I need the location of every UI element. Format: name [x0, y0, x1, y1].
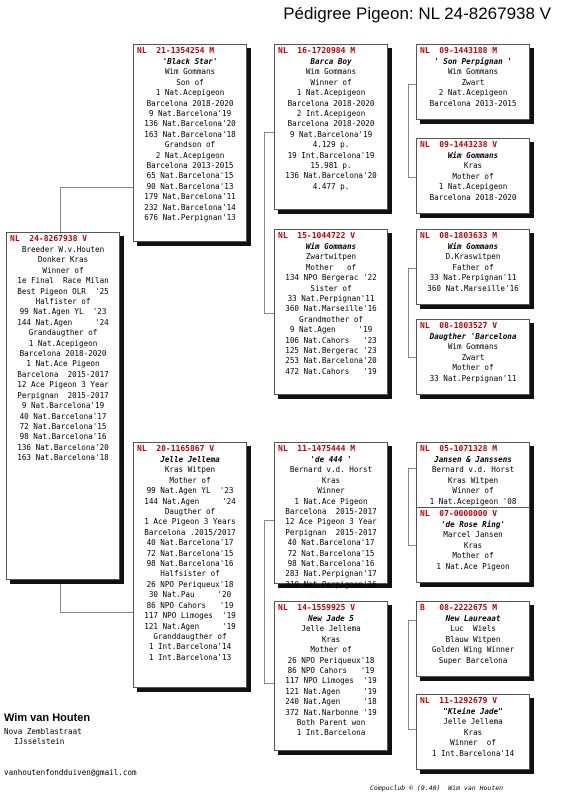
pedigree-line: 1e Final Race Milan — [17, 276, 109, 286]
pedigree-line: Breeder W.v.Houten — [21, 245, 105, 254]
pedigree-line: Barcelona 2013-2015 — [429, 98, 517, 108]
ring-number: NL 09-1443238 V — [420, 140, 498, 149]
pedigree-line: Mother of — [305, 262, 357, 272]
pedigree-line: 9 Nat.Barcelona'19 — [21, 401, 105, 411]
pigeon-name: New Jade 5 — [308, 614, 354, 623]
pedigree-line: 40 Nat.Barcelona'17 — [146, 538, 234, 548]
pedigree-line: Barcelona .2015/2017 — [144, 527, 236, 537]
pedigree-line: 1 Nat.Acepigeon — [438, 182, 508, 192]
pigeon-name: 'Black Star' — [162, 57, 218, 66]
pedigree-line: 106 Nat.Cahors '23 — [285, 335, 377, 345]
owner-name: Wim van Houten — [4, 712, 91, 724]
pedigree-line: 2 Int.Acepigeon — [296, 109, 366, 119]
pedigree-line: 1 Nat.Acepigeon '08 — [429, 496, 517, 506]
pedigree-line: Kras — [463, 161, 483, 171]
footer-credit: Compuclub © (9.40) Wim van Houten — [370, 784, 504, 792]
pedigree-line: 310 Nat.Perpignan'16 — [285, 579, 377, 589]
pedigree-line: Kras — [321, 475, 341, 485]
pedigree-line: Mother of — [452, 171, 494, 181]
pedigree-line: Halfsister of — [160, 569, 220, 579]
pedigree-line: 86 NPO Cahors '19 — [146, 600, 234, 610]
pigeon-card-dam-dam-dam[interactable] — [416, 694, 530, 770]
pedigree-line: 117 NPO Limoges '19 — [144, 611, 236, 621]
ring-number: NL 05-1071328 M — [420, 444, 498, 453]
pedigree-line: 676 Nat.Perpignan'13 — [144, 213, 236, 223]
connector-dd — [408, 620, 416, 730]
ring-number: NL 08-1803527 V — [420, 321, 498, 330]
pigeon-name: 'de 444 ' — [310, 455, 352, 464]
pedigree-line: Barcelona 2018-2020 — [287, 98, 375, 108]
pedigree-line: Perpignan 2015-2017 — [285, 527, 377, 537]
pedigree-line: 30 Nat.Pau '20 — [148, 590, 232, 600]
pedigree-line: Super Barcelona — [438, 655, 508, 665]
pedigree-line: Best Pigeon OLR '25 — [17, 286, 109, 296]
pedigree-line: Kras — [321, 634, 341, 644]
pedigree-line: 2 Nat.Acepigeon — [155, 150, 225, 160]
pedigree-line: 1 Nat.Acepigeon — [155, 88, 225, 98]
connector-sd — [408, 268, 416, 358]
pedigree-line: 240 Nat.Agen '18 — [285, 697, 377, 707]
pigeon-name: New Laureaat — [445, 614, 501, 623]
pedigree-line: 1 Int.Barcelona'14 — [431, 748, 515, 758]
pigeon-name: Jansen & Janssens — [434, 455, 512, 464]
ring-number: NL 11-1292679 V — [420, 696, 498, 705]
pedigree-line: Zwart — [461, 352, 485, 362]
pedigree-line: Sister of — [310, 283, 352, 293]
pedigree-line: 121 Nat.Agen '19 — [285, 686, 377, 696]
pedigree-line: 65 Nat.Barcelona'15 — [146, 171, 234, 181]
pedigree-line: Zwartwitpen — [305, 252, 357, 262]
pedigree-line: Bernard v.d. Horst — [289, 465, 373, 475]
pedigree-line: 2 Nat.Acepigeon — [438, 88, 508, 98]
pedigree-line: Wim Gommans — [447, 67, 499, 77]
connector-ss — [408, 84, 416, 178]
pedigree-line: Blauw Witpen — [445, 634, 501, 644]
pedigree-line: 134 NPO Bergerac '22 — [285, 273, 377, 283]
pedigree-line: Wim Gommans — [447, 342, 499, 352]
pigeon-card-dam-sire-dam[interactable] — [416, 507, 530, 583]
pedigree-line: 4.129 p. — [312, 140, 350, 150]
ring-number: NL 24-8267938 V — [10, 234, 88, 243]
pedigree-line: 144 Nat.Agen '24 — [17, 317, 109, 327]
connector-dam — [264, 520, 274, 684]
pedigree-line: Grandaugther of — [28, 328, 98, 338]
ring-number: NL 14-1559925 V — [278, 603, 356, 612]
pedigree-line: Barcelona 2018-2020 — [287, 119, 375, 129]
pedigree-line: Barcelona 2018-2020 — [146, 98, 234, 108]
pedigree-line: Halfister of — [35, 297, 91, 307]
pedigree-line: Winner — [317, 486, 345, 496]
pedigree-line: 72 Nat.Barcelona'15 — [19, 421, 107, 431]
pedigree-line: 40 Nat.Barcelona'17 — [287, 538, 375, 548]
ring-number: NL 08-1803633 M — [420, 231, 498, 240]
pedigree-line: 99 Nat.Agen YL '23 — [146, 486, 234, 496]
pedigree-line: Donker Kras — [37, 255, 89, 265]
pedigree-line: 1 Int.Barcelona'14 — [148, 642, 232, 652]
pedigree-line: Jelle Jellema — [443, 717, 503, 727]
pedigree-line: Winner of — [452, 486, 494, 496]
pedigree-line: 283 Nat.Perpignan'17 — [285, 569, 377, 579]
pigeon-card-main[interactable] — [6, 232, 120, 580]
pedigree-line: 98 Nat.Barcelona'16 — [287, 559, 375, 569]
ring-number: NL 15-1044722 V — [278, 231, 356, 240]
pedigree-line: 1 Nat.Acepigeon — [28, 338, 98, 348]
pedigree-line: 117 NPO Limoges '19 — [285, 676, 377, 686]
pedigree-line: Kras — [463, 540, 483, 550]
pigeon-card-sire[interactable] — [133, 44, 247, 242]
pedigree-line: 1 Nat.Ace Pigeon — [294, 496, 368, 506]
pedigree-line: 12 Ace Pigeon 3 Year — [17, 380, 109, 390]
pedigree-line: 19 Int.Barcelona'19 — [287, 150, 375, 160]
pedigree-line: 1 Nat.Ace Pigeon — [436, 561, 510, 571]
pigeon-card-dam-dam-sire[interactable] — [416, 601, 530, 677]
owner-email[interactable]: vanhoutenfondduiven@gmail.com — [4, 768, 137, 777]
pigeon-name: Wim Gommans — [447, 242, 499, 251]
pedigree-line: Barcelona 2013-2015 — [146, 161, 234, 171]
pedigree-line: 9 Nat.Barcelona'19 — [289, 129, 373, 139]
pedigree-line: Kras Witpen — [447, 475, 499, 485]
pedigree-line: Mother of — [452, 551, 494, 561]
pedigree-line: D.Kraswitpen — [445, 252, 501, 262]
pigeon-card-sire-sire-dam[interactable] — [416, 138, 530, 214]
pedigree-line: Grandson of — [164, 140, 216, 150]
pigeon-name: Barca Boy — [310, 57, 352, 66]
pedigree-line: Barcelona 2018-2020 — [429, 192, 517, 202]
pedigree-line: Jelle Jellema — [301, 624, 361, 634]
pedigree-line: 86 NPO Cahors '19 — [287, 666, 375, 676]
ring-number: NL 09-1443188 M — [420, 46, 498, 55]
pedigree-line: Mother of — [169, 475, 211, 485]
pedigree-line: 33 Nat.Perpignan'11 — [287, 294, 375, 304]
pedigree-line: 163 Nat.Barcelona'18 — [17, 453, 109, 463]
pedigree-line: 9 Nat.Agen '19 — [289, 325, 373, 335]
pedigree-line: 33 Nat.Perpignan'11 — [429, 373, 517, 383]
page-title: Pédigree Pigeon: NL 24-8267938 V — [283, 4, 551, 23]
connector-ds — [408, 468, 416, 546]
pigeon-name: "Kleine Jade" — [443, 707, 503, 716]
pedigree-line: 136 Nat.Barcelona'20 — [17, 442, 109, 452]
pedigree-line: 136 Nat.Barcelona'20 — [285, 171, 377, 181]
pedigree-line: Mother of — [310, 645, 352, 655]
pedigree-line: Barcelona 2015-2017 — [285, 507, 377, 517]
pedigree-line: 232 Nat.Barcelona'14 — [144, 202, 236, 212]
pedigree-line: 33 Nat.Perpignan'11 — [429, 273, 517, 283]
pedigree-line: Winner of — [42, 265, 84, 275]
pedigree-line: 98 Nat.Barcelona'16 — [19, 432, 107, 442]
pedigree-line: Kras — [463, 727, 483, 737]
pedigree-line: 136 Nat.Barcelona'20 — [144, 119, 236, 129]
pedigree-line: 72 Nat.Barcelona'15 — [287, 548, 375, 558]
ring-number: NL 20-1165867 V — [137, 444, 215, 453]
pedigree-line: Golden Wing Winner — [431, 645, 515, 655]
pedigree-line: Grandmother of — [298, 314, 363, 324]
pedigree-line: 40 Nat.Barcelona'17 — [19, 411, 107, 421]
pedigree-line: 163 Nat.Barcelona'18 — [144, 129, 236, 139]
pedigree-line: 90 Nat.Barcelona'13 — [146, 181, 234, 191]
pedigree-line: 1 Ace Pigeon 3 Years — [144, 517, 236, 527]
pedigree-line: Barcelona 2018-2020 — [19, 349, 107, 359]
pigeon-card-dam-dam[interactable] — [274, 601, 388, 751]
pedigree-line: 1 Nat.Ace Pigeon — [26, 359, 100, 369]
pigeon-name: Wim Gommans — [447, 151, 499, 160]
pigeon-card-sire-dam-sire[interactable] — [416, 229, 530, 305]
ring-number: B 08-2222675 M — [420, 603, 498, 612]
pedigree-line: 98 Nat.Barcelona'16 — [146, 559, 234, 569]
pedigree-line: Mother of — [452, 363, 494, 373]
pigeon-card-dam[interactable] — [133, 442, 247, 688]
pedigree-line: 121 Nat.Agen '19 — [144, 621, 236, 631]
pedigree-line: 1 Int.Barcelona — [296, 728, 366, 738]
pedigree-line: 26 NPO Periqueux'18 — [146, 579, 234, 589]
pedigree-line: 26 NPO Periqueux'18 — [287, 655, 375, 665]
pedigree-line: Kras Witpen — [164, 465, 216, 475]
ring-number: NL 07-0000000 V — [420, 509, 498, 518]
pedigree-line: 15.981 p. — [310, 161, 352, 171]
pedigree-line: Both Parent won — [296, 718, 366, 728]
pedigree-line: 144 Nat.Agen '24 — [144, 496, 236, 506]
pigeon-name: ' Son Perpignan ' — [434, 57, 512, 66]
pedigree-line: 1 Nat.Acepigeon — [296, 88, 366, 98]
pedigree-line: 72 Nat.Barcelona'15 — [146, 548, 234, 558]
ring-number: NL 11-1475444 M — [278, 444, 356, 453]
pigeon-card-sire-sire[interactable] — [274, 44, 388, 210]
pigeon-card-sire-dam[interactable] — [274, 229, 388, 395]
pedigree-line: Perpignan 2015-2017 — [17, 390, 109, 400]
pedigree-line: 125 Nat.Bergerac '23 — [285, 346, 377, 356]
pigeon-name: Daugther 'Barcelona — [429, 332, 517, 341]
pedigree-line: Bernard v.d. Horst — [431, 465, 515, 475]
ring-number: NL 16-1720984 M — [278, 46, 356, 55]
pedigree-line: 99 Nat.Agen YL '23 — [19, 307, 107, 317]
pigeon-card-dam-sire[interactable] — [274, 442, 388, 589]
pedigree-line: Marcel Jansen — [443, 530, 503, 540]
connector-sire — [264, 132, 274, 314]
pedigree-line: Winner of — [310, 77, 352, 87]
pedigree-line: 179 Nat.Barcelona'11 — [144, 192, 236, 202]
pedigree-line: 372 Nat.Narbonne '19 — [285, 707, 377, 717]
pedigree-line: Wim Gommans — [164, 67, 216, 77]
pigeon-name: 'de Rose Ring' — [440, 520, 505, 529]
pedigree-line: 360 Nat.Marseille'16 — [285, 304, 377, 314]
pedigree-line: 360 Nat.Marseille'16 — [427, 283, 519, 293]
pedigree-line: 1 Int.Barcelona'13 — [148, 652, 232, 662]
ring-number: NL 21-1354254 M — [137, 46, 215, 55]
pedigree-line: Zwart — [461, 77, 485, 87]
pedigree-line: Granddaugther of — [153, 631, 227, 641]
pedigree-line: 472 Nat.Cahors '19 — [285, 366, 377, 376]
pigeon-name: Wim Gommans — [305, 242, 357, 251]
pedigree-line: 12 Ace Pigeon 3 Year — [285, 517, 377, 527]
pigeon-card-sire-dam-dam[interactable] — [416, 319, 530, 395]
owner-address-city: IJsselstein — [14, 737, 65, 746]
pedigree-line: Wim Gommans — [305, 67, 357, 77]
pedigree-line: 4.477 p. — [312, 181, 350, 191]
pedigree-line: 253 Nat.Barcelona'20 — [285, 356, 377, 366]
pedigree-line: Luc Wiels — [450, 624, 496, 634]
pedigree-line: Barcelona 2015-2017 — [17, 369, 109, 379]
pigeon-name: Jelle Jellema — [160, 455, 220, 464]
owner-address-street: Nova Zemblastraat — [4, 727, 82, 736]
pedigree-line: Father of — [452, 262, 494, 272]
pedigree-line: 9 Nat.Barcelona'19 — [148, 109, 232, 119]
pedigree-line: Son of — [176, 77, 204, 87]
pedigree-line: Winner of — [450, 738, 496, 748]
pigeon-card-sire-sire-sire[interactable] — [416, 44, 530, 120]
pedigree-line: Daugther of — [164, 507, 216, 517]
